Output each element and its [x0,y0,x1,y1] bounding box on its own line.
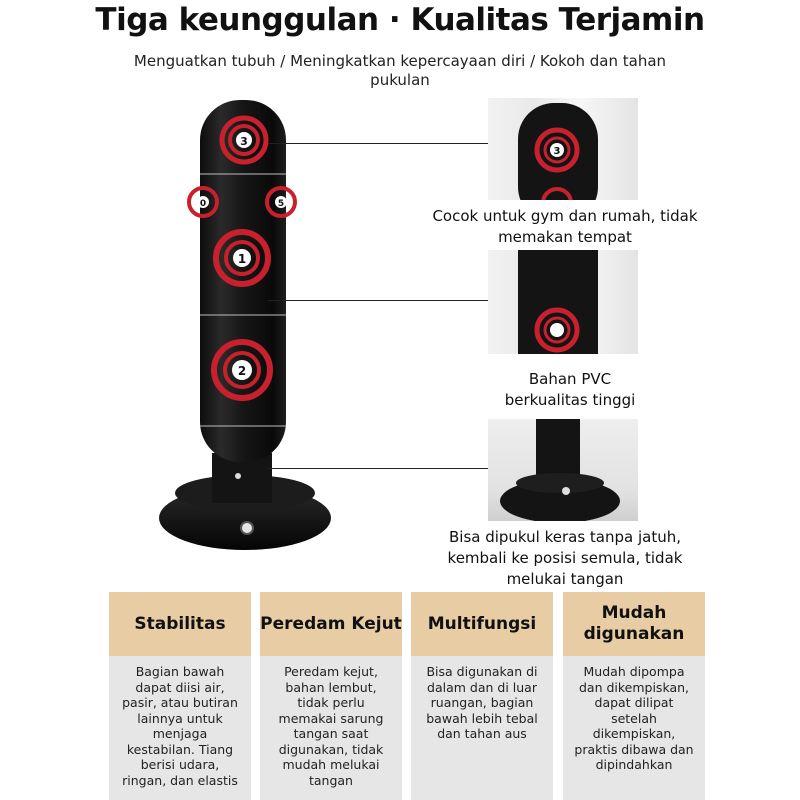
card-title: Mudah digunakan [563,592,705,656]
feature-material-text: Bahan PVC berkualitas tinggi [504,370,636,409]
card-mudah-digunakan [563,592,705,800]
svg-text:0: 0 [199,199,207,209]
punching-bag-illustration [150,98,340,558]
card-peredam-kejut [260,592,402,800]
callout-line-top [268,143,488,144]
svg-text:5: 5 [277,199,285,209]
card-title: Stabilitas [109,592,251,656]
photo-base-detail [488,419,638,521]
page-subtitle: Menguatkan tubuh / Meningkatkan kepercayaan diri / Kokoh dan tahan pukulan [133,52,667,89]
card-title: Multifungsi [411,592,553,656]
callout-line-bottom [268,468,488,469]
card-body: Mudah dipompa dan dikempiskan, dapat dilipat setelah dikempiskan, praktis dibawa dan dipindahkan [563,656,705,800]
card-title: Peredam Kejut [260,592,402,656]
svg-text:1: 1 [237,252,247,266]
card-body: Peredam kejut, bahan lembut, tidak perlu memakai sarung tangan saat digunakan, tidak mudah melukai tangan [260,656,402,800]
svg-text:3: 3 [553,146,561,157]
svg-text:2: 2 [237,364,247,378]
card-stabilitas [109,592,251,800]
card-body: Bisa digunakan di dalam dan di luar ruangan, bagian bawah lebih tebal dan tahan aus [411,656,553,800]
callout-line-mid [268,300,488,301]
photo-top-detail [488,98,638,200]
feature-rebound-text: Bisa dipukul keras tanpa jatuh, kembali ke posisi semula, tidak melukai tangan [447,528,683,588]
page-title: Tiga keunggulan · Kualitas Terjamin [95,2,705,38]
card-body: Bagian bawah dapat diisi air, pasir, atau butiran lainnya untuk menjaga kestabilan. Tiang berisi udara, ringan, dan elastis [109,656,251,800]
target-3-icon [222,118,266,162]
photo-middle-detail [488,250,638,354]
card-multifungsi [411,592,553,800]
base-valve-icon [241,522,253,534]
svg-text:3: 3 [240,135,248,148]
feature-space-text: Cocok untuk gym dan rumah, tidak memakan tempat [432,207,698,246]
